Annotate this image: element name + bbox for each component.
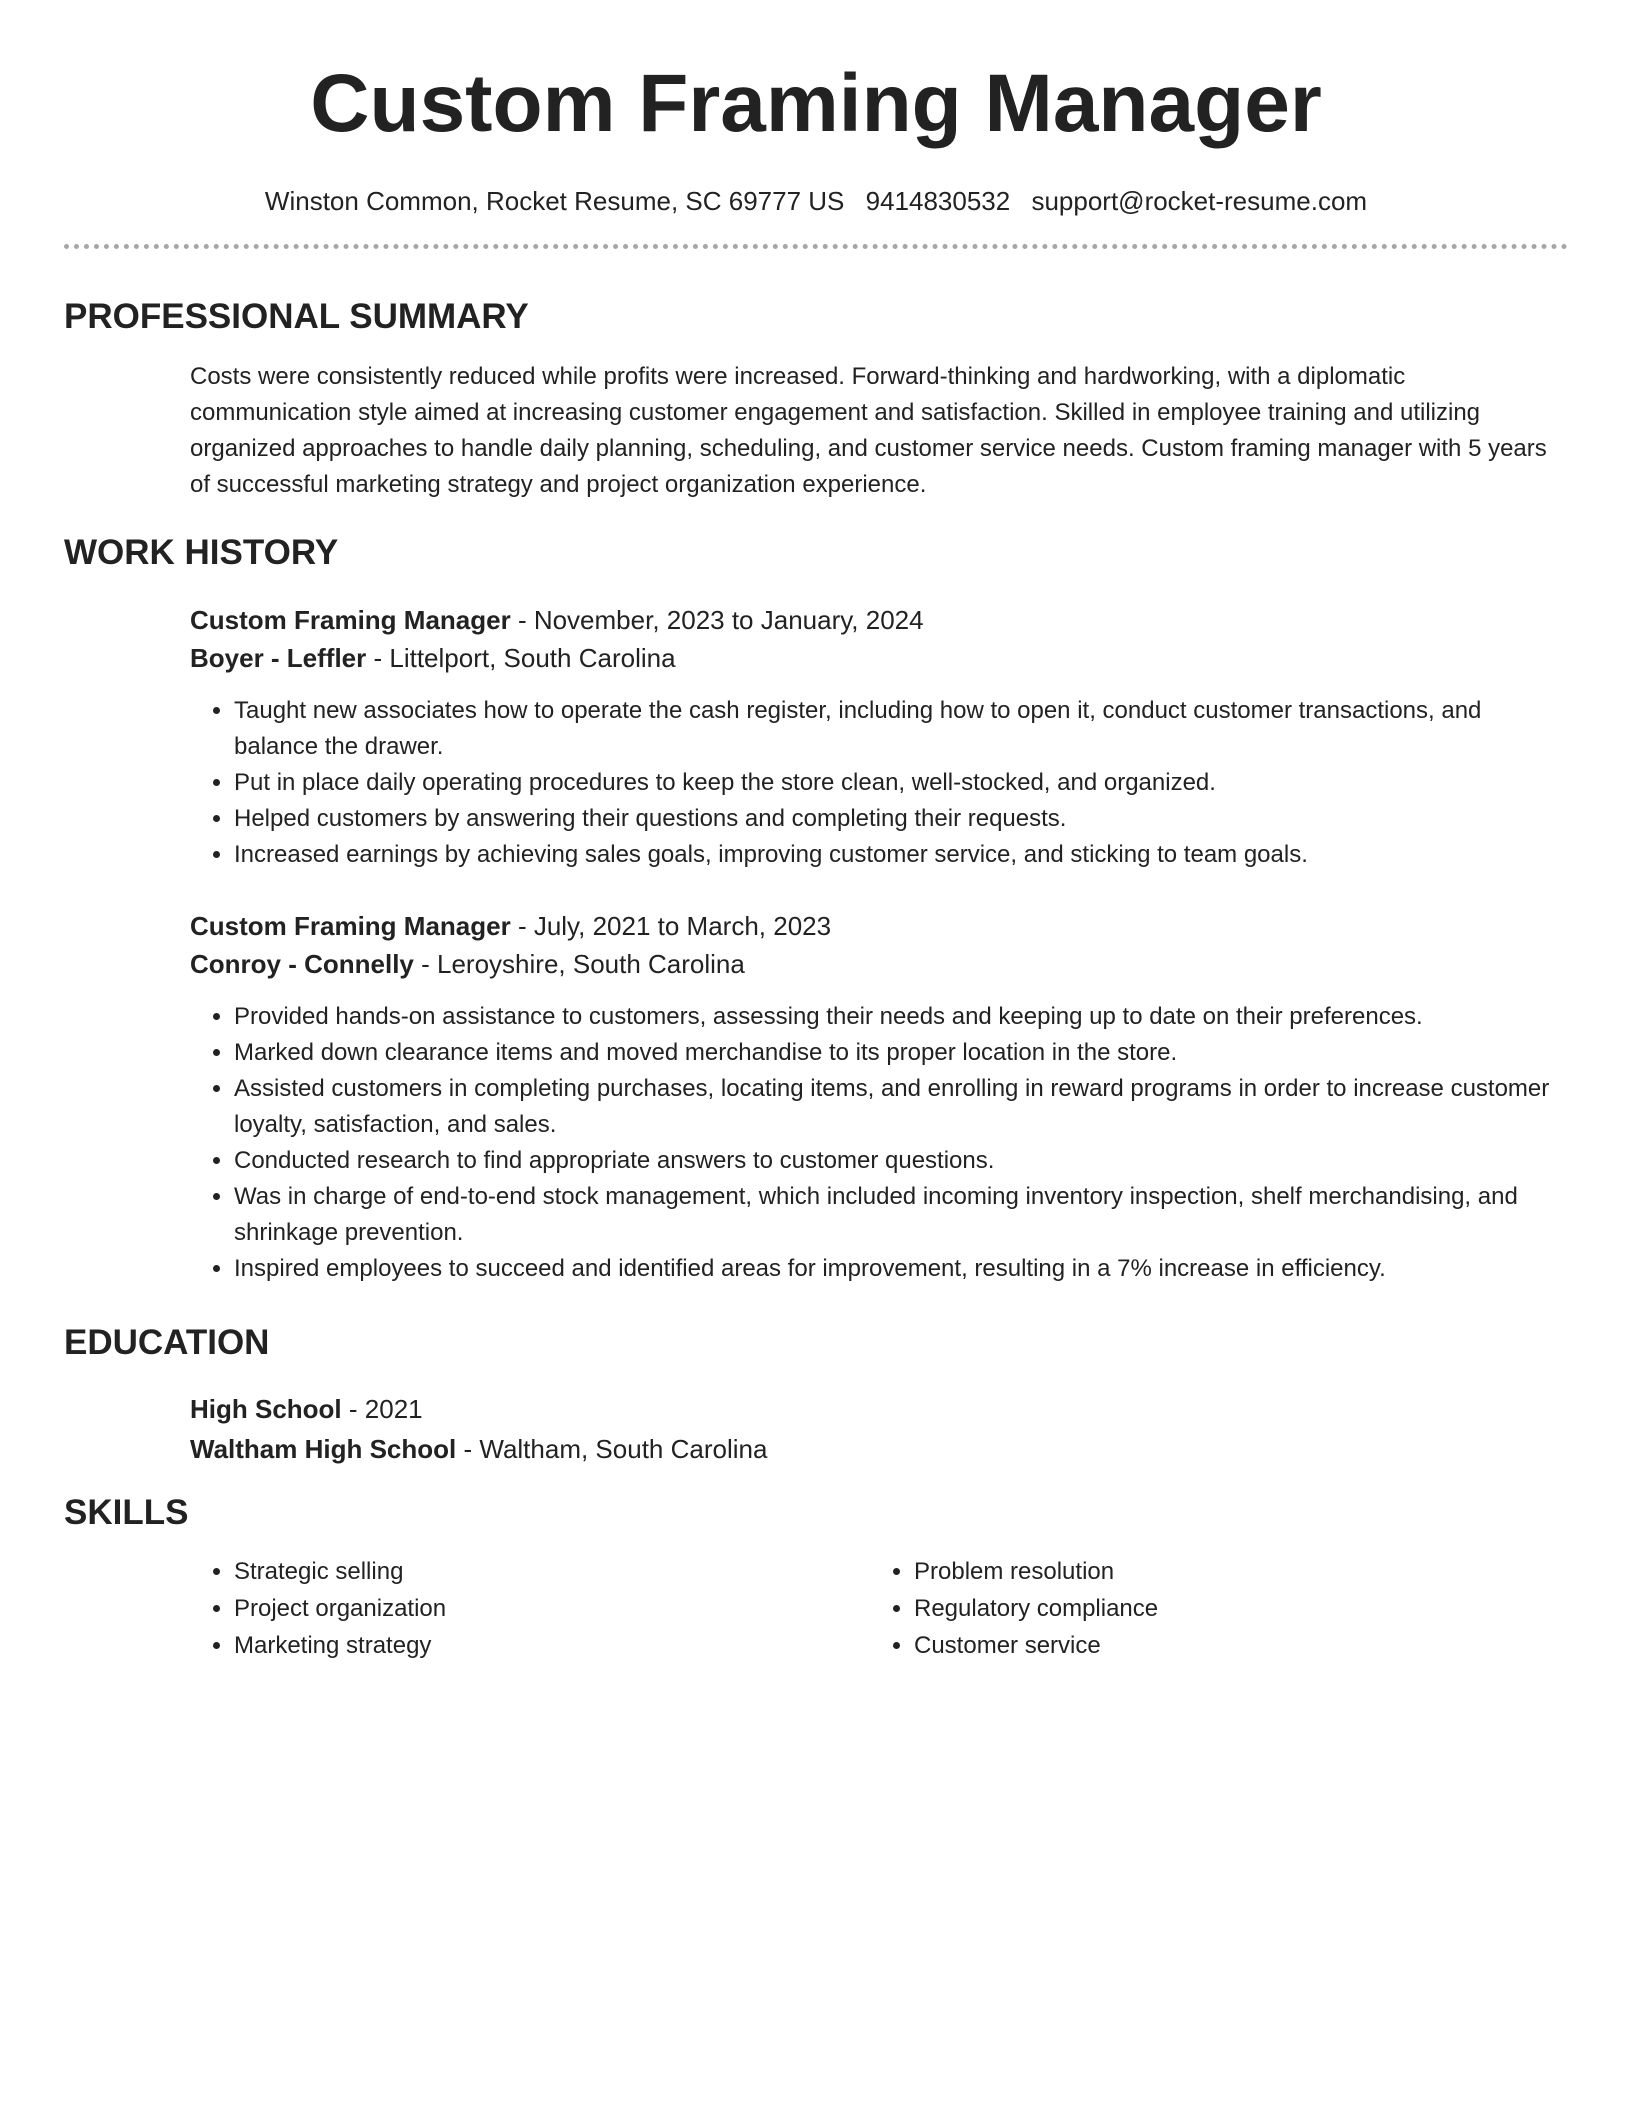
list-item: • Taught new associates how to operate the cash register, including how to open it, conduct customer transactions, and balance the drawer. <box>234 693 1568 765</box>
job-dates: - November, 2023 to January, 2024 <box>510 605 924 635</box>
list-item: • Conducted research to find appropriate answers to customer questions. <box>234 1143 1568 1179</box>
skills-column-left <box>190 1553 870 1664</box>
skills-section <box>190 1553 1568 1664</box>
list-item: • Put in place daily operating procedures to keep the store clean, well-stocked, and organized. <box>234 765 1568 801</box>
job-company-line <box>190 945 1568 983</box>
skills-column-right <box>870 1553 1550 1664</box>
section-title-summary: PROFESSIONAL SUMMARY <box>64 297 529 336</box>
list-item: • Helped customers by answering their questions and completing their requests. <box>234 801 1568 837</box>
contact-line <box>64 184 1568 218</box>
job-entry <box>190 601 1568 873</box>
list-item: • Customer service <box>914 1627 1550 1664</box>
list-item: • Project organization <box>234 1590 870 1627</box>
education-location: - Waltham, South Carolina <box>456 1434 768 1464</box>
education-section <box>190 1389 1568 1469</box>
job-role-line <box>190 601 1568 639</box>
work-section <box>190 601 1568 1287</box>
list-item: • Marketing strategy <box>234 1627 870 1664</box>
job-company: Boyer - Leffler <box>190 643 367 673</box>
resume-page <box>64 0 1568 1664</box>
section-title-skills: SKILLS <box>64 1493 189 1532</box>
education-degree-line <box>190 1389 1568 1429</box>
education-school-line <box>190 1429 1568 1469</box>
summary-text: Costs were consistently reduced while profits were increased. Forward-thinking and hardworking, with a diplomatic communication style aimed at increasing customer engagement and satisfaction. Skilled in employee training and utilizing organized approaches to handle daily planning, scheduling, and customer service needs. Custom framing manager with 5 years of successful marketing strategy and project organization experience. <box>190 363 1547 498</box>
list-item: • Regulatory compliance <box>914 1590 1550 1627</box>
education-year: - 2021 <box>341 1394 423 1424</box>
section-title-work: WORK HISTORY <box>64 533 339 572</box>
job-location: - Leroyshire, South Carolina <box>413 949 745 979</box>
list-item: • Increased earnings by achieving sales goals, improving customer service, and sticking to team goals. <box>234 837 1568 873</box>
contact-email: support@rocket-resume.com <box>1031 186 1368 216</box>
list-item: • Assisted customers in completing purchases, locating items, and enrolling in reward programs in order to increase customer loyalty, satisfaction, and sales. <box>234 1071 1568 1143</box>
job-role: Custom Framing Manager <box>190 911 511 941</box>
job-dates: - July, 2021 to March, 2023 <box>510 911 832 941</box>
job-company-line <box>190 639 1568 677</box>
contact-phone: 9414830532 <box>865 186 1011 216</box>
header-divider <box>64 244 1568 249</box>
job-role: Custom Framing Manager <box>190 605 511 635</box>
job-bullets <box>190 999 1568 1287</box>
job-location: - Littelport, South Carolina <box>366 643 676 673</box>
list-item: • Strategic selling <box>234 1553 870 1590</box>
job-bullets <box>190 693 1568 873</box>
summary-section <box>190 359 1568 503</box>
list-item: • Provided hands-on assistance to customers, assessing their needs and keeping up to date on their preferences. <box>234 999 1568 1035</box>
list-item: • Inspired employees to succeed and identified areas for improvement, resulting in a 7% increase in efficiency. <box>234 1251 1568 1287</box>
resume-name: Custom Framing Manager <box>310 58 1322 149</box>
job-role-line <box>190 907 1568 945</box>
job-entry <box>190 907 1568 1287</box>
education-school: Waltham High School <box>190 1434 457 1464</box>
list-item: • Problem resolution <box>914 1553 1550 1590</box>
section-title-education: EDUCATION <box>64 1323 270 1362</box>
list-item: • Was in charge of end-to-end stock management, which included incoming inventory inspection, shelf merchandising, and shrinkage prevention. <box>234 1179 1568 1251</box>
contact-address: Winston Common, Rocket Resume, SC 69777 US <box>264 186 845 216</box>
list-item: • Marked down clearance items and moved merchandise to its proper location in the store. <box>234 1035 1568 1071</box>
education-degree: High School <box>190 1394 342 1424</box>
job-company: Conroy - Connelly <box>190 949 414 979</box>
